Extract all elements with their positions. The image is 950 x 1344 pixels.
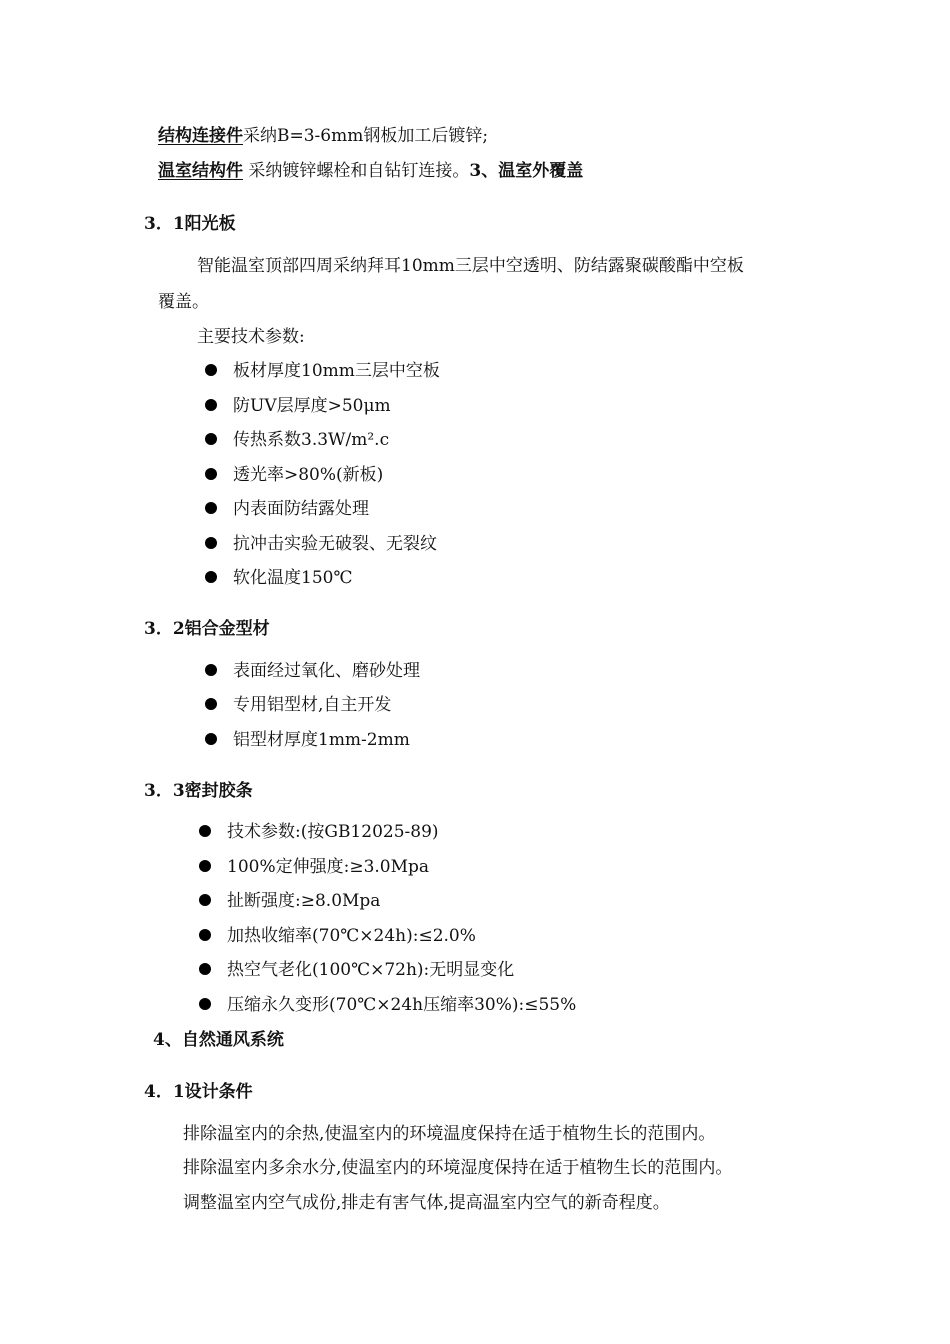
bullet-icon — [205, 399, 217, 411]
design-condition-line: 排除温室内多余水分,使温室内的环境湿度保持在适于植物生长的范围内。 — [183, 1158, 733, 1178]
list-item — [205, 567, 352, 589]
bullet-icon — [205, 433, 217, 445]
structure-connector-text: 采纳B=3-6mm钢板加工后镀锌; — [243, 126, 489, 146]
params-label: 主要技术参数: — [197, 327, 305, 347]
section-3-1-paragraph: 智能温室顶部四周采纳拜耳10mm三层中空透明、防结露聚碳酸酯中空板 — [197, 256, 744, 276]
section-3-1-heading: 3．1阳光板 — [144, 214, 236, 234]
greenhouse-structure-label: 温室结构件 — [158, 161, 243, 181]
list-item — [205, 533, 437, 555]
section-3-heading: 3、温室外覆盖 — [469, 161, 584, 181]
bullet-icon — [199, 963, 211, 975]
list-item-text: 传热系数3.3W/m².c — [233, 430, 390, 450]
list-item-text: 扯断强度:≥8.0Mpa — [227, 891, 381, 911]
section-3-3-heading: 3．3密封胶条 — [144, 781, 253, 801]
list-item — [199, 994, 576, 1016]
intro-line-2 — [158, 160, 583, 182]
bullet-icon — [205, 468, 217, 480]
bullet-icon — [205, 698, 217, 710]
bullet-icon — [205, 733, 217, 745]
design-condition-line: 排除温室内的余热,使温室内的环境温度保持在适于植物生长的范围内。 — [183, 1124, 716, 1144]
list-item — [199, 856, 429, 878]
list-item — [205, 429, 389, 451]
bullet-icon — [205, 364, 217, 376]
list-item — [205, 660, 420, 682]
list-item-text: 内表面防结露处理 — [233, 499, 369, 519]
greenhouse-structure-text: 采纳镀锌螺栓和自钻钉连接。 — [243, 161, 470, 181]
structure-connector-label: 结构连接件 — [158, 126, 243, 146]
intro-line-1 — [158, 125, 488, 147]
list-item-text: 防UV层厚度>50μm — [233, 396, 391, 416]
list-item-text: 专用铝型材,自主开发 — [233, 695, 392, 715]
section-3-1-paragraph-cont: 覆盖。 — [158, 292, 209, 312]
list-item-text: 透光率>80%(新板) — [233, 465, 384, 485]
list-item — [205, 360, 440, 382]
design-condition-line: 调整温室内空气成份,排走有害气体,提高温室内空气的新奇程度。 — [183, 1193, 670, 1213]
list-item-text: 板材厚度10mm三层中空板 — [233, 361, 440, 381]
bullet-icon — [205, 502, 217, 514]
section-3-2-heading: 3．2铝合金型材 — [144, 619, 270, 639]
list-item-text: 铝型材厚度1mm-2mm — [233, 730, 410, 750]
list-item — [205, 498, 369, 520]
bullet-icon — [199, 860, 211, 872]
bullet-icon — [199, 929, 211, 941]
bullet-icon — [199, 998, 211, 1010]
list-item-text: 表面经过氧化、磨砂处理 — [233, 661, 420, 681]
list-item-text: 热空气老化(100℃×72h):无明显变化 — [227, 960, 515, 980]
list-item — [199, 821, 439, 843]
list-item — [205, 395, 391, 417]
list-item-text: 技术参数:(按GB12025-89) — [227, 822, 439, 842]
bullet-icon — [205, 571, 217, 583]
bullet-icon — [199, 825, 211, 837]
list-item — [199, 925, 476, 947]
list-item — [199, 959, 514, 981]
list-item — [205, 694, 391, 716]
list-item-text: 抗冲击实验无破裂、无裂纹 — [233, 534, 437, 554]
list-item-text: 软化温度150℃ — [233, 568, 353, 588]
section-4-heading: 4、自然通风系统 — [153, 1030, 284, 1050]
bullet-icon — [205, 537, 217, 549]
bullet-icon — [199, 894, 211, 906]
list-item — [199, 890, 380, 912]
bullet-icon — [205, 664, 217, 676]
list-item-text: 压缩永久变形(70℃×24h压缩率30%):≤55% — [227, 995, 577, 1015]
list-item-text: 100%定伸强度:≥3.0Mpa — [227, 857, 430, 877]
list-item-text: 加热收缩率(70℃×24h):≤2.0% — [227, 926, 476, 946]
list-item — [205, 729, 410, 751]
list-item — [205, 464, 383, 486]
section-4-1-heading: 4．1设计条件 — [144, 1082, 253, 1102]
